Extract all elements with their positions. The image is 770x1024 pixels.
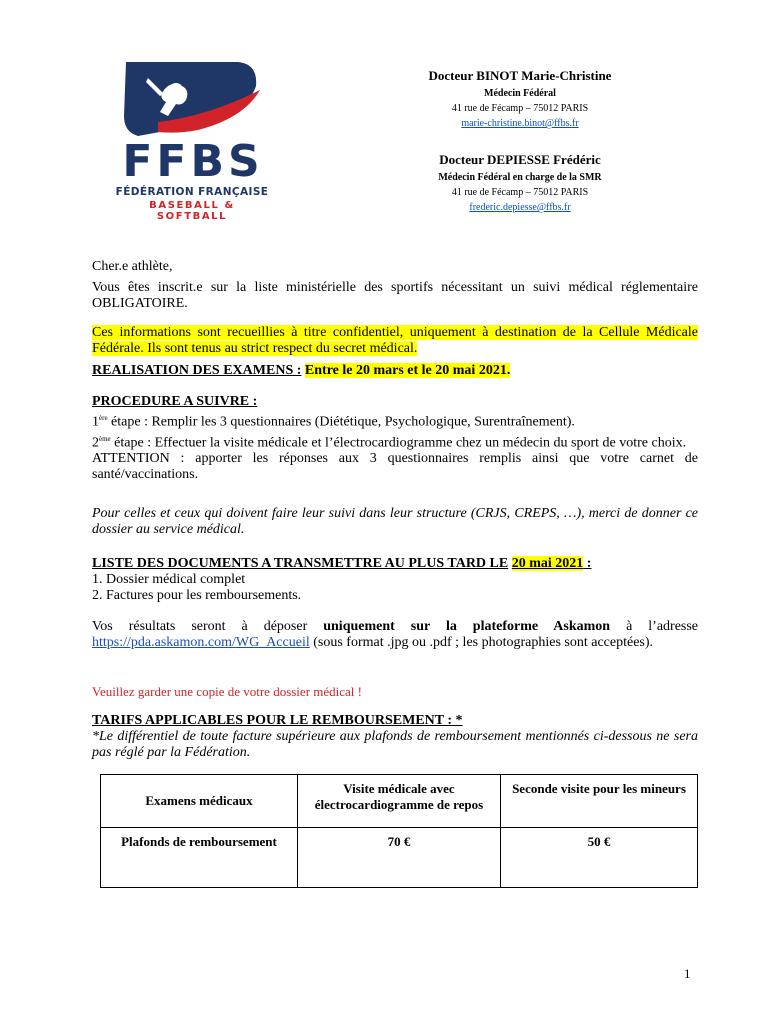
documents-section <box>92 556 698 604</box>
procedure-title: PROCEDURE A SUIVRE : <box>92 394 258 409</box>
doctor-email-link[interactable]: marie-christine.binot@ffbs.fr <box>461 118 579 129</box>
upload-text: (sous format .jpg ou .pdf ; les photographies sont acceptées). <box>309 635 654 650</box>
doctor-name: Docteur BINOT Marie-Christine <box>428 68 612 83</box>
structure-note: Pour celles et ceux qui doivent faire leur suivi dans leur structure (CRJS, CREPS, …), merci de donner ce dossier au service médical. <box>92 506 698 537</box>
documents-title-text: LISTE DES DOCUMENTS A TRANSMETTRE AU PLUS TARD LE <box>92 556 509 571</box>
table-header-cell: Visite médicale avec électrocardiogramme de repos <box>298 775 501 828</box>
step-text: étape : Effectuer la visite médicale et l’électrocardiogramme chez un médecin du sport de votre choix. <box>110 435 687 451</box>
table-header-cell: Seconde visite pour les mineurs <box>500 775 697 828</box>
logo-wordmark: FFBS <box>122 136 264 187</box>
exams-label: REALISATION DES EXAMENS : <box>92 363 302 378</box>
table-header-cell: Examens médicaux <box>101 775 298 828</box>
table-header-row <box>101 775 698 828</box>
exams-line <box>92 363 698 379</box>
page-number: 1 <box>684 966 691 981</box>
greeting: Cher.e athlète, <box>92 259 173 274</box>
logo-sport-line: BASEBALL & SOFTBALL <box>149 200 235 222</box>
procedure-attention: ATTENTION : apporter les réponses aux 3 questionnaires remplis ainsi que votre carnet de santé/vaccinations. <box>92 451 698 483</box>
doctor-role: Médecin Fédéral <box>484 88 556 99</box>
upload-paragraph <box>92 619 698 651</box>
procedure-step-2 <box>92 431 698 452</box>
tarifs-note: *Le différentiel de toute facture supérieure aux plafonds de remboursement mentionnés ci-dessous ne sera pas réglé par la Fédération. <box>92 729 698 760</box>
tarifs-section <box>92 713 698 761</box>
doctor-address: 41 rue de Fécamp – 75012 PARIS <box>451 103 589 114</box>
upload-text: à l’adresse <box>610 619 699 634</box>
document-item: 2. Factures pour les remboursements. <box>92 588 302 603</box>
askamon-link[interactable]: https://pda.askamon.com/WG_Accueil <box>92 635 310 650</box>
step-suffix: ème <box>99 434 111 443</box>
confidential-notice <box>92 325 698 357</box>
tarifs-table <box>100 774 698 888</box>
documents-deadline: 20 mai 2021 <box>511 556 584 571</box>
copy-warning: Veuillez garder une copie de votre dossier médical ! <box>92 684 362 699</box>
step-suffix: ère <box>99 414 108 422</box>
intro-paragraph: Vous êtes inscrit.e sur la liste ministérielle des sportifs nécessitant un suivi médical réglementaire OBLIGATOIRE. <box>92 280 698 311</box>
table-cell: 70 € <box>298 828 501 888</box>
logo-federation-line: FÉDÉRATION FRANÇAISE <box>115 186 269 198</box>
doctor-address: 41 rue de Fécamp – 75012 PARIS <box>451 187 589 198</box>
procedure-section <box>92 394 698 483</box>
documents-title-colon: : <box>583 556 592 571</box>
procedure-step-1 <box>92 410 698 431</box>
exams-dates: Entre le 20 mars et le 20 mai 2021. <box>304 363 511 378</box>
tarifs-title: TARIFS APPLICABLES POUR LE REMBOURSEMENT : * <box>92 713 463 728</box>
doctor-binot-block <box>390 68 650 129</box>
upload-platform: uniquement sur la plateforme Askamon <box>323 619 611 634</box>
table-row-label: Plafonds de remboursement <box>101 828 298 888</box>
doctor-email-link[interactable]: frederic.depiesse@ffbs.fr <box>469 202 571 213</box>
doctor-depiesse-block <box>390 152 650 213</box>
step-number: 2 <box>92 435 99 451</box>
upload-text: Vos résultats seront à déposer <box>92 619 324 634</box>
doctor-role: Médecin Fédéral en charge de la SMR <box>438 172 602 183</box>
document-item: 1. Dossier médical complet <box>92 572 246 587</box>
step-text: étape : Remplir les 3 questionnaires (Diététique, Psychologique, Surentraînement). <box>107 414 575 430</box>
documents-title <box>92 556 698 572</box>
table-row <box>101 828 698 888</box>
confidential-text: Ces informations sont recueillies à titre confidentiel, uniquement à destination de la Cellule Médicale Fédérale. Ils sont tenus au strict respect du secret médical. <box>92 325 698 356</box>
table-cell: 50 € <box>500 828 697 888</box>
step-number: 1 <box>92 414 99 430</box>
doctor-name: Docteur DEPIESSE Frédéric <box>439 152 601 167</box>
